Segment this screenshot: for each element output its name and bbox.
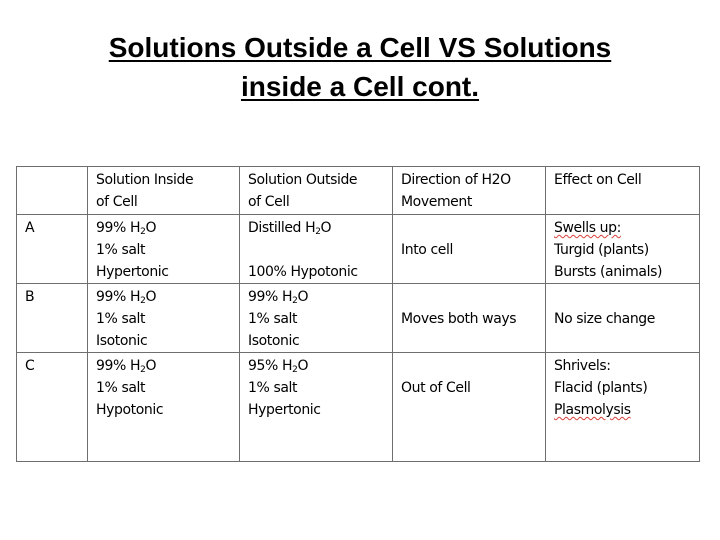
header-cell-inside: Solution Inside of Cell — [88, 167, 240, 215]
effect-cell: Swells up: Turgid (plants) Bursts (animals) — [546, 215, 700, 284]
direction-cell: Moves both ways — [393, 284, 546, 353]
outside-solution-cell: Distilled $H_2O$ 100% Hypotonic — [240, 215, 393, 284]
inside-solution-cell: 99% $H_2O$ 1% salt Isotonic — [88, 284, 240, 353]
header-cell-direction: Direction of H2O Movement — [393, 167, 546, 215]
outside-solution-cell: 95% $H_2O$ 1% salt Hypertonic — [240, 353, 393, 462]
slide-title — [40, 28, 680, 106]
row-label-cell: C — [17, 353, 88, 462]
row-label-cell: B — [17, 284, 88, 353]
header-cell-effect: Effect on Cell — [546, 167, 700, 215]
header-cell-outside: Solution Outside of Cell — [240, 167, 393, 215]
table-header-row — [17, 167, 700, 215]
direction-cell: Into cell — [393, 215, 546, 284]
row-label-cell: A — [17, 215, 88, 284]
table-row — [17, 284, 700, 353]
title-line-2: inside a Cell cont. — [240, 71, 480, 102]
table-row — [17, 215, 700, 284]
effect-cell: No size change — [546, 284, 700, 353]
table-row — [17, 353, 700, 462]
direction-cell: Out of Cell — [393, 353, 546, 462]
comparison-table — [16, 166, 700, 462]
title-line-1: Solutions Outside a Cell VS Solutions — [108, 32, 612, 63]
inside-solution-cell: 99% $H_2O$ 1% salt Hypotonic — [88, 353, 240, 462]
outside-solution-cell: 99% $H_2O$ 1% salt Isotonic — [240, 284, 393, 353]
effect-cell: Shrivels: Flacid (plants) Plasmolysis — [546, 353, 700, 462]
inside-solution-cell: 99% $H_2O$ 1% salt Hypertonic — [88, 215, 240, 284]
header-cell-label — [17, 167, 88, 215]
